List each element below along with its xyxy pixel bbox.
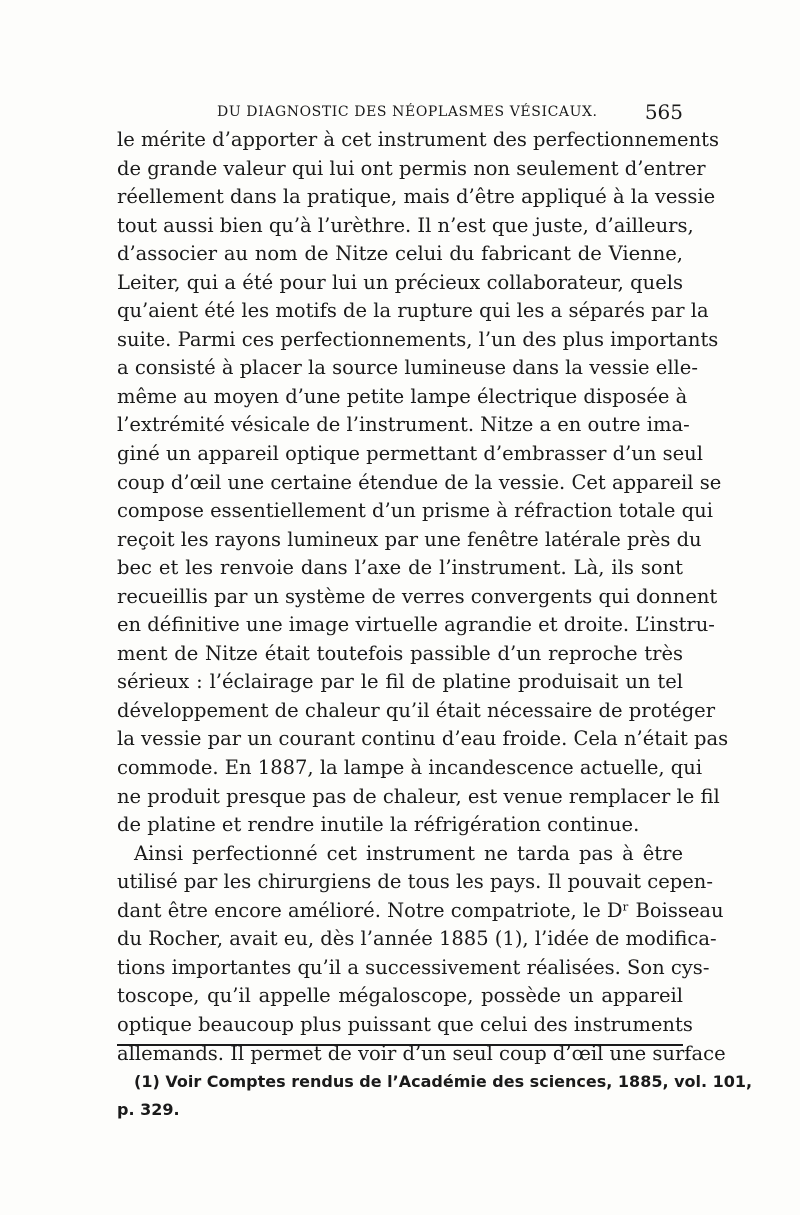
text-line: dant être encore amélioré. Notre compatriote, le Dʳ Boisseau: [117, 898, 724, 922]
footnote-line: (1) Voir Comptes rendus de l’Académie des sciences, 1885, vol. 101,: [134, 1072, 753, 1091]
text-line: bec et les renvoie dans l’axe de l’instrument. Là, ils sont: [117, 556, 683, 580]
text-line: du Rocher, avait eu, dès l’année 1885 (1), l’idée de modifica-: [117, 927, 717, 951]
text-line: optique beaucoup plus puissant que celui des instruments: [117, 1012, 693, 1036]
text-line: utilisé par les chirurgiens de tous les pays. Il pouvait cepen-: [117, 870, 713, 894]
text-line: de platine et rendre inutile la réfrigération continue.: [117, 813, 640, 837]
text-line: ne produit presque pas de chaleur, est venue remplacer le fil: [117, 784, 720, 808]
text-line: toscope, qu’il appelle mégaloscope, possède un appareil: [117, 984, 683, 1008]
text-line: en définitive une image virtuelle agrandie et droite. L’instru-: [117, 613, 715, 637]
text-line: giné un appareil optique permettant d’embrasser d’un seul: [117, 442, 703, 466]
text-line: d’associer au nom de Nitze celui du fabricant de Vienne,: [117, 242, 683, 266]
text-line: allemands. Il permet de voir d’un seul coup d’œil une surface: [117, 1041, 726, 1065]
text-line: développement de chaleur qu’il était nécessaire de protéger: [117, 698, 716, 722]
text-line: Ainsi perfectionné cet instrument ne tarda pas à être: [134, 841, 683, 865]
text-line: tout aussi bien qu’à l’urèthre. Il n’est que juste, d’ailleurs,: [117, 213, 694, 237]
text-line: coup d’œil une certaine étendue de la vessie. Cet appareil se: [117, 470, 722, 494]
text-line: l’extrémité vésicale de l’instrument. Nitze a en outre ima-: [117, 413, 690, 437]
text-line: a consisté à placer la source lumineuse dans la vessie elle-: [117, 356, 698, 380]
text-line: tions importantes qu’il a successivement réalisées. Son cys-: [117, 955, 710, 979]
text-line: le mérite d’apporter à cet instrument des perfectionnements: [117, 128, 719, 151]
text-line: recueillis par un système de verres convergents qui donnent: [117, 584, 718, 608]
text-line: sérieux : l’éclairage par le fil de platine produisait un tel: [117, 670, 683, 694]
footnote: [117, 1068, 753, 1124]
running-title: DU DIAGNOSTIC DES NÉOPLASMES VÉSICAUX.: [217, 104, 598, 120]
text-line: ment de Nitze était toutefois passible d’un reproche très: [117, 641, 683, 665]
page-number: 565: [644, 100, 683, 124]
text-line: suite. Parmi ces perfectionnements, l’un des plus importants: [117, 327, 719, 351]
text-line: Leiter, qui a été pour lui un précieux collaborateur, quels: [117, 270, 683, 294]
running-head: [117, 100, 683, 126]
text-line: de grande valeur qui lui ont permis non seulement d’entrer: [117, 156, 706, 180]
text-line: même au moyen d’une petite lampe électrique disposée à: [117, 384, 688, 408]
text-line: qu’aient été les motifs de la rupture qui les a séparés par la: [117, 299, 709, 323]
text-line: la vessie par un courant continu d’eau froide. Cela n’était pas: [117, 727, 729, 751]
body-text: [117, 126, 729, 1068]
text-line: compose essentiellement d’un prisme à réfraction totale qui: [117, 499, 713, 523]
text-line: reçoit les rayons lumineux par une fenêtre latérale près du: [117, 527, 702, 551]
footnote-line: p. 329.: [117, 1100, 180, 1119]
text-line: réellement dans la pratique, mais d’être appliqué à la vessie: [117, 185, 716, 209]
text-line: commode. En 1887, la lampe à incandescence actuelle, qui: [117, 756, 703, 780]
footnote-divider: [117, 1044, 683, 1046]
